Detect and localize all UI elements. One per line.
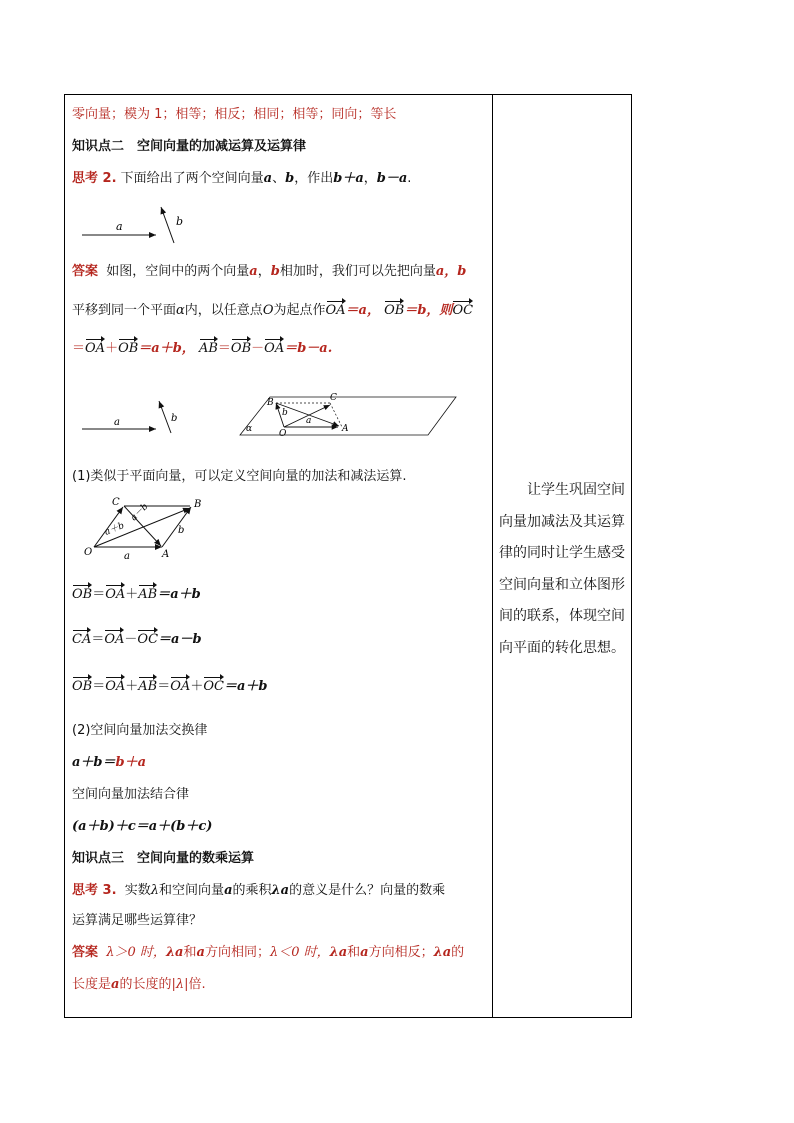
- commutative-title: (2)空间向量加法交换律: [72, 723, 208, 738]
- associative-title: 空间向量加法结合律: [72, 787, 190, 802]
- teaching-note: 让学生巩固空间向量加减法及其运算律的同时让学生感受空间向量和立体图形间的联系，体现空间向平面的转化思想。: [499, 482, 625, 656]
- fig2-point-B: B: [267, 398, 274, 408]
- answer-3-line-1: 答案 λ＞0 时，λa和a方向相同；λ＜0 时，λa和a方向相反；λa的: [72, 945, 465, 960]
- fig3-point-O: O: [84, 547, 93, 558]
- figure-parallelogram-ocba: [78, 493, 218, 565]
- fig2-label-b: b: [171, 413, 178, 424]
- table-frame: [64, 94, 632, 1018]
- fig3-point-C: C: [112, 497, 120, 508]
- fig2-point-O: O: [279, 429, 287, 437]
- answer-2-line-3: ＝OA＋OB＝a＋b， AB＝OB－OA＝b－a.: [72, 337, 332, 356]
- figure-parallelogram-plane: [80, 387, 480, 437]
- think-3-label: 思考 3.: [72, 883, 117, 898]
- column-divider: [492, 95, 493, 1017]
- fig2-plane-alpha: α: [246, 424, 253, 434]
- think-2: 思考 2. 下面给出了两个空间向量a、b，作出b＋a，b－a.: [72, 171, 412, 186]
- answer-line-1: 零向量；模为 1；相等；相反；相同；相等；同向；等长: [72, 107, 397, 122]
- equation-1: OB＝OA＋AB＝a＋b: [72, 583, 201, 602]
- fig2-point-C: C: [330, 393, 337, 403]
- associative-law: (a＋b)＋c＝a＋(b＋c): [72, 819, 213, 834]
- commutative-law: a＋b＝b＋a: [72, 755, 147, 770]
- section-title-2: 知识点二 空间向量的加减运算及运算律: [72, 139, 307, 154]
- fig2-label-a: a: [114, 417, 120, 428]
- fig3-label-a-plus-b: a＋b: [103, 520, 126, 538]
- paragraph-1: (1)类似于平面向量，可以定义空间向量的加法和减法运算.: [72, 469, 407, 484]
- equation-2: CA＝OA－OC＝a－b: [72, 628, 202, 647]
- think-3-line-2: 运算满足哪些运算律？: [72, 913, 203, 928]
- fig1-label-b: b: [176, 215, 184, 228]
- answer-2-line-2: 平移到同一个平面α内，以任意点O为起点作OA＝a， OB＝b，则OC: [72, 299, 473, 318]
- section-title-3: 知识点三 空间向量的数乘运算: [72, 851, 255, 866]
- fig3-label-a: a: [124, 551, 130, 562]
- fig2-inner-a: a: [306, 416, 312, 426]
- fig3-point-A: A: [162, 549, 170, 560]
- think-3-line-1: 思考 3. 实数λ和空间向量a的乘积λa的意义是什么？向量的数乘: [72, 883, 446, 898]
- figure-vectors-a-b: [80, 199, 200, 247]
- fig1-label-a: a: [116, 220, 123, 233]
- think-2-label: 思考 2.: [72, 171, 117, 186]
- fig3-label-b: b: [178, 525, 185, 536]
- equation-3: OB＝OA＋AB＝OA＋OC＝a＋b: [72, 675, 267, 694]
- answer-3-line-2: 长度是a的长度的|λ|倍.: [72, 977, 206, 992]
- fig3-label-a-minus-b: a－b: [129, 501, 151, 524]
- fig2-inner-b: b: [282, 408, 288, 418]
- fig3-point-B: B: [194, 499, 202, 510]
- answer-2-line-1: 答案 如图，空间中的两个向量a，b相加时，我们可以先把向量a，b: [72, 264, 467, 279]
- fig2-point-A: A: [342, 424, 349, 434]
